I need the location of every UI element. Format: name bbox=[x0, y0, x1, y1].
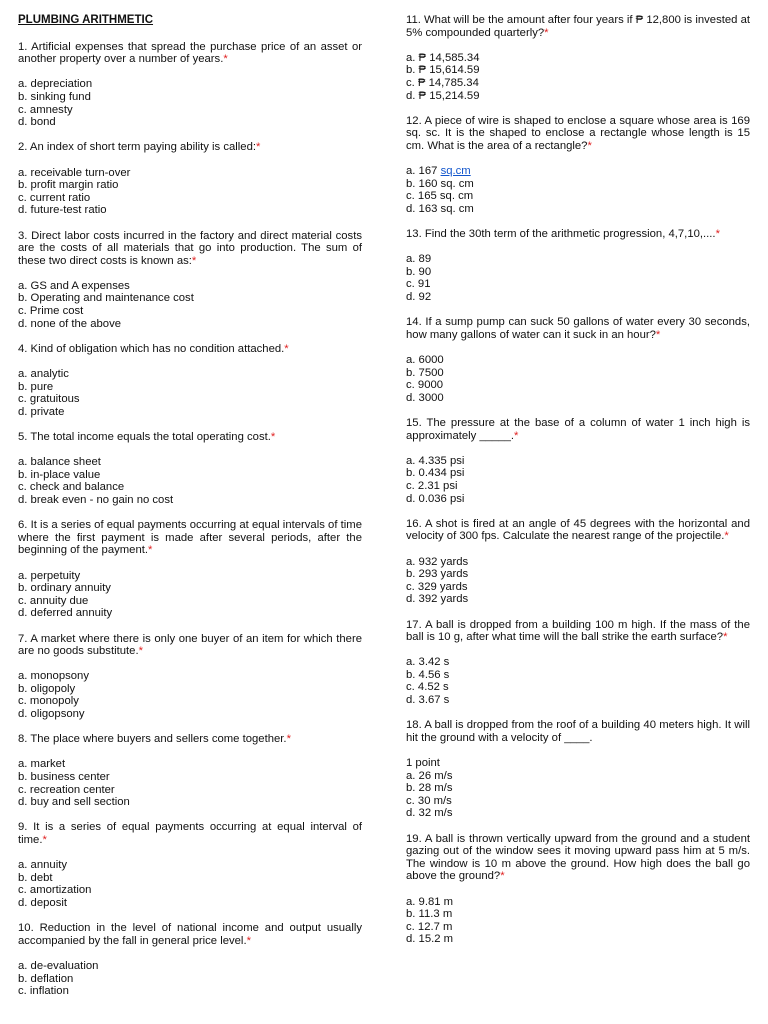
answer-option-label: d. deposit bbox=[18, 896, 67, 909]
question-label: 8. The place where buyers and sellers come together. bbox=[18, 733, 287, 746]
answer-option-label: d. 3000 bbox=[406, 391, 444, 404]
question-text bbox=[406, 115, 750, 153]
answer-option[interactable] bbox=[18, 897, 362, 910]
answer-option-label: d. oligopsony bbox=[18, 708, 85, 721]
answer-option-label: a. GS and A expenses bbox=[18, 279, 130, 292]
question-block bbox=[18, 431, 362, 507]
answer-option-label: c. annuity due bbox=[18, 594, 89, 607]
answer-option-label: c. 30 m/s bbox=[406, 794, 452, 807]
answer-option[interactable] bbox=[406, 921, 750, 934]
question-text bbox=[406, 316, 750, 341]
question-label: 2. An index of short term paying ability is called: bbox=[18, 141, 256, 154]
answer-option[interactable] bbox=[406, 203, 750, 216]
answer-option[interactable] bbox=[18, 771, 362, 784]
answer-option-label: b. 90 bbox=[406, 265, 432, 278]
answer-option[interactable] bbox=[18, 469, 362, 482]
question-text bbox=[18, 922, 362, 947]
answer-option-label: d. ₱ 15,214.59 bbox=[406, 89, 480, 102]
answer-option[interactable] bbox=[406, 593, 750, 606]
question-label: 14. If a sump pump can suck 50 gallons of water every 30 seconds, how many gallons of water can it suck in an hour? bbox=[406, 316, 750, 341]
answer-option[interactable] bbox=[406, 681, 750, 694]
answer-option[interactable] bbox=[406, 782, 750, 795]
question-text bbox=[406, 14, 750, 39]
question-label: 16. A shot is fired at an angle of 45 degrees with the horizontal and velocity of 300 fps. Calculate the nearest range of the projectile. bbox=[406, 517, 750, 543]
required-mark: * bbox=[42, 834, 47, 846]
answer-option-label: b. Operating and maintenance cost bbox=[18, 292, 194, 305]
question-text bbox=[18, 633, 362, 658]
answer-option[interactable] bbox=[406, 795, 750, 808]
answer-option[interactable] bbox=[406, 278, 750, 291]
answer-option-label: a. 932 yards bbox=[406, 555, 469, 568]
answer-option[interactable] bbox=[18, 985, 362, 998]
answer-option-label: c. 9000 bbox=[406, 379, 444, 392]
question-label: 17. A ball is dropped from a building 100 m high. If the mass of the ball is 10 g, after what time will the ball strike the earth surface? bbox=[406, 618, 750, 644]
question-block bbox=[18, 519, 362, 620]
answer-option-label: d. 32 m/s bbox=[406, 807, 453, 820]
question-label: 3. Direct labor costs incurred in the factory and direct material costs are the costs of all materials that go into production. The sum of these two direct costs is known as: bbox=[18, 229, 362, 267]
answer-option-label: d. future-test ratio bbox=[18, 204, 107, 217]
answer-option-label: a. annuity bbox=[18, 859, 67, 872]
answer-option[interactable] bbox=[406, 52, 750, 65]
answer-option-label: c. 2.31 psi bbox=[406, 479, 458, 492]
answer-option[interactable] bbox=[18, 494, 362, 507]
required-mark: * bbox=[514, 429, 519, 442]
answer-option-label: b. 0.434 psi bbox=[406, 467, 465, 480]
question-block bbox=[406, 518, 750, 606]
answer-option-label: d. bond bbox=[18, 116, 56, 129]
unit-link[interactable]: sq.cm bbox=[440, 165, 471, 178]
required-mark: * bbox=[284, 342, 289, 355]
answer-option-label: d. 92 bbox=[406, 291, 432, 304]
required-mark: * bbox=[148, 544, 153, 557]
answer-option[interactable] bbox=[406, 455, 750, 468]
answer-option[interactable] bbox=[18, 116, 362, 129]
answer-option[interactable] bbox=[406, 556, 750, 569]
answer-option[interactable] bbox=[18, 179, 362, 192]
required-mark: * bbox=[286, 733, 291, 746]
required-mark: * bbox=[138, 645, 143, 658]
answer-option[interactable] bbox=[406, 253, 750, 266]
answer-option[interactable] bbox=[18, 708, 362, 721]
question-text bbox=[18, 41, 362, 66]
answer-option-label: d. 163 sq. cm bbox=[406, 202, 474, 215]
answer-option-label: c. gratuitous bbox=[18, 393, 80, 406]
question-text bbox=[18, 141, 362, 154]
answer-option[interactable] bbox=[406, 190, 750, 203]
question-text bbox=[406, 719, 750, 744]
question-label: 15. The pressure at the base of a column of water 1 inch high is approximately _____. bbox=[406, 417, 750, 442]
answer-option-label: d. 15.2 m bbox=[406, 933, 454, 946]
answer-option-label: c. check and balance bbox=[18, 481, 125, 494]
question-text bbox=[18, 733, 362, 746]
answer-option-label: a. 167 bbox=[406, 165, 441, 178]
answer-option-label: a. 9.81 m bbox=[406, 895, 454, 908]
required-mark: * bbox=[256, 141, 261, 154]
answer-option[interactable] bbox=[18, 280, 362, 293]
answer-option-label: c. amortization bbox=[18, 884, 92, 897]
answer-option-label: b. 7500 bbox=[406, 366, 444, 379]
answer-option-label: d. private bbox=[18, 405, 65, 418]
answer-option[interactable] bbox=[18, 91, 362, 104]
question-label: 1. Artificial expenses that spread the purchase price of an asset or another property over a number of years. bbox=[18, 40, 362, 66]
answer-option-label: b. 293 yards bbox=[406, 568, 469, 581]
answer-option[interactable] bbox=[18, 381, 362, 394]
answer-option[interactable] bbox=[406, 480, 750, 493]
answer-option-label: c. 329 yards bbox=[406, 580, 468, 593]
answer-option-label: d. 0.036 psi bbox=[406, 492, 465, 505]
required-mark: * bbox=[724, 530, 729, 543]
answer-option[interactable] bbox=[18, 595, 362, 608]
answer-option[interactable] bbox=[18, 456, 362, 469]
answer-option-label: b. 11.3 m bbox=[406, 908, 453, 921]
question-label: 7. A market where there is only one buyer of an item for which there are no goods substitute. bbox=[18, 632, 362, 658]
question-text bbox=[406, 228, 750, 241]
answer-option[interactable] bbox=[18, 872, 362, 885]
answer-option-label: b. 4.56 s bbox=[406, 668, 450, 681]
answer-option[interactable] bbox=[406, 467, 750, 480]
answer-option[interactable] bbox=[18, 192, 362, 205]
answer-option[interactable] bbox=[406, 908, 750, 921]
answer-option-label: b. sinking fund bbox=[18, 90, 91, 103]
answer-option-label: b. oligopoly bbox=[18, 682, 76, 695]
answer-option-label: c. inflation bbox=[18, 985, 69, 998]
question-text bbox=[406, 518, 750, 543]
question-block bbox=[406, 115, 750, 216]
required-mark: * bbox=[715, 228, 720, 241]
required-mark: * bbox=[655, 328, 661, 341]
answer-option[interactable] bbox=[18, 167, 362, 180]
answer-option-label: a. 4.335 psi bbox=[406, 454, 465, 467]
answer-option-label: d. none of the above bbox=[18, 317, 122, 330]
points-label: 1 point bbox=[406, 757, 440, 770]
answer-option[interactable] bbox=[406, 165, 750, 178]
required-mark: * bbox=[500, 870, 505, 883]
question-block bbox=[18, 821, 362, 909]
answer-option[interactable] bbox=[406, 64, 750, 77]
question-text bbox=[18, 821, 362, 846]
answer-option[interactable] bbox=[18, 670, 362, 683]
answer-option-label: c. 12.7 m bbox=[406, 920, 453, 933]
question-label: 13. Find the 30th term of the arithmetic progression, 4,7,10,.... bbox=[406, 228, 716, 241]
question-block bbox=[18, 343, 362, 419]
answer-option-label: a. perpetuity bbox=[18, 569, 81, 582]
question-label: 6. It is a series of equal payments occurring at equal intervals of time where the first payment is made after several periods, after the beginning of the payment. bbox=[18, 519, 362, 557]
answer-option-label: d. 392 yards bbox=[406, 593, 469, 606]
question-block bbox=[18, 633, 362, 721]
answer-option[interactable] bbox=[18, 607, 362, 620]
answer-option[interactable] bbox=[406, 656, 750, 669]
answer-option-label: a. 6000 bbox=[406, 354, 444, 367]
answer-option-label: b. ₱ 15,614.59 bbox=[406, 64, 480, 77]
question-text bbox=[18, 519, 362, 557]
answer-option[interactable] bbox=[406, 90, 750, 103]
required-mark: * bbox=[191, 254, 197, 267]
answer-option-label: c. Prime cost bbox=[18, 305, 84, 318]
answer-option-label: c. 91 bbox=[406, 278, 431, 291]
required-mark: * bbox=[223, 53, 228, 66]
answer-option[interactable] bbox=[18, 318, 362, 331]
answer-option[interactable] bbox=[18, 582, 362, 595]
question-label: 9. It is a series of equal payments occurring at equal interval of time. bbox=[18, 821, 362, 846]
answer-option[interactable] bbox=[406, 933, 750, 946]
question-label: 12. A piece of wire is shaped to enclose a square whose area is 169 sq. sc. It is the shaped to enclose a rectangle whose length is 15 cm. What is the area of a rectangle? bbox=[406, 114, 750, 152]
question-label: 11. What will be the amount after four years if ₱ 12,800 is invested at 5% compounded quarterly? bbox=[406, 14, 750, 39]
answer-option-label: a. ₱ 14,585.34 bbox=[406, 51, 480, 64]
answer-option[interactable] bbox=[406, 493, 750, 506]
question-block bbox=[406, 228, 750, 304]
answer-option-label: a. market bbox=[18, 758, 66, 771]
question-label: 4. Kind of obligation which has no condition attached. bbox=[18, 342, 285, 355]
question-block bbox=[18, 922, 362, 998]
answer-option[interactable] bbox=[406, 266, 750, 279]
question-block bbox=[406, 719, 750, 820]
question-block bbox=[18, 41, 362, 129]
question-block bbox=[406, 833, 750, 946]
answer-option[interactable] bbox=[18, 796, 362, 809]
answer-option-label: a. monopsony bbox=[18, 670, 89, 683]
answer-option-label: a. depreciation bbox=[18, 78, 93, 91]
answer-option[interactable] bbox=[18, 104, 362, 117]
question-block bbox=[18, 141, 362, 217]
answer-option-label: c. monopoly bbox=[18, 695, 79, 708]
answer-option-label: b. ordinary annuity bbox=[18, 582, 111, 595]
answer-option-label: b. pure bbox=[18, 380, 54, 393]
answer-option-label: b. debt bbox=[18, 871, 53, 884]
answer-option[interactable] bbox=[406, 291, 750, 304]
answer-option[interactable] bbox=[18, 960, 362, 973]
answer-option-label: d. deferred annuity bbox=[18, 607, 113, 620]
answer-option-label: b. profit margin ratio bbox=[18, 179, 119, 192]
answer-option[interactable] bbox=[18, 305, 362, 318]
answer-option[interactable] bbox=[18, 859, 362, 872]
answer-option[interactable] bbox=[406, 178, 750, 191]
answer-option[interactable] bbox=[18, 758, 362, 771]
question-block bbox=[18, 733, 362, 809]
answer-option-label: b. in-place value bbox=[18, 468, 101, 481]
answer-option-label: d. break even - no gain no cost bbox=[18, 493, 174, 506]
answer-option[interactable] bbox=[18, 406, 362, 419]
answer-option-label: a. 3.42 s bbox=[406, 656, 450, 669]
answer-option[interactable] bbox=[18, 292, 362, 305]
required-mark: * bbox=[723, 631, 728, 644]
question-text bbox=[406, 833, 750, 883]
required-mark: * bbox=[246, 934, 251, 947]
answer-option-label: c. recreation center bbox=[18, 783, 115, 796]
answer-option-label: a. 26 m/s bbox=[406, 769, 453, 782]
answer-option[interactable] bbox=[18, 695, 362, 708]
left-column bbox=[18, 14, 362, 1010]
answer-option-label: c. current ratio bbox=[18, 191, 91, 204]
question-label: 19. A ball is thrown vertically upward from the ground and a student gazing out of the window sees it moving upward pass him at 5 m/s. The window is 10 m above the ground. How high does the ball go above the ground? bbox=[406, 832, 750, 883]
answer-option[interactable] bbox=[406, 568, 750, 581]
question-block bbox=[406, 417, 750, 505]
question-label: 10. Reduction in the level of national income and output usually accompanied by the fall in general price level. bbox=[18, 922, 362, 947]
answer-option-label: b. 28 m/s bbox=[406, 782, 453, 795]
answer-option[interactable] bbox=[406, 379, 750, 392]
answer-option-label: b. deflation bbox=[18, 972, 74, 985]
answer-option-label: c. 4.52 s bbox=[406, 681, 449, 694]
question-block bbox=[406, 619, 750, 707]
question-label: 5. The total income equals the total operating cost. bbox=[18, 431, 271, 443]
answer-option[interactable] bbox=[406, 669, 750, 682]
answer-option[interactable] bbox=[18, 784, 362, 797]
question-text bbox=[406, 619, 750, 644]
answer-option-label: d. buy and sell section bbox=[18, 796, 130, 809]
answer-option[interactable] bbox=[18, 368, 362, 381]
question-text bbox=[18, 343, 362, 356]
required-mark: * bbox=[270, 431, 276, 443]
answer-option-label: a. 89 bbox=[406, 253, 432, 266]
answer-option-label: c. ₱ 14,785.34 bbox=[406, 76, 479, 89]
right-column bbox=[406, 14, 750, 959]
answer-option-label: a. balance sheet bbox=[18, 456, 101, 469]
answer-option[interactable] bbox=[18, 683, 362, 696]
answer-option[interactable] bbox=[406, 354, 750, 367]
answer-option[interactable] bbox=[406, 77, 750, 90]
page-title: PLUMBING ARITHMETIC bbox=[18, 14, 154, 26]
answer-option[interactable] bbox=[406, 694, 750, 707]
required-mark: * bbox=[544, 26, 549, 39]
answer-option-label: a. receivable turn-over bbox=[18, 166, 131, 179]
question-text bbox=[18, 230, 362, 268]
question-label: 18. A ball is dropped from the roof of a building 40 meters high. It will hit the ground with a velocity of ____. bbox=[406, 719, 750, 744]
question-text bbox=[406, 417, 750, 442]
answer-option[interactable] bbox=[406, 807, 750, 820]
answer-option-label: d. 3.67 s bbox=[406, 694, 450, 707]
question-block bbox=[18, 230, 362, 331]
answer-option[interactable] bbox=[18, 78, 362, 91]
answer-option-label: b. business center bbox=[18, 771, 110, 784]
answer-option[interactable] bbox=[406, 367, 750, 380]
answer-option[interactable] bbox=[18, 570, 362, 583]
answer-option-label: a. analytic bbox=[18, 368, 69, 381]
answer-option[interactable] bbox=[406, 770, 750, 783]
required-mark: * bbox=[587, 139, 592, 152]
answer-option[interactable] bbox=[406, 896, 750, 909]
answer-option[interactable] bbox=[18, 973, 362, 986]
answer-option[interactable] bbox=[406, 581, 750, 594]
answer-option-label: c. amnesty bbox=[18, 103, 73, 116]
answer-option-label: a. de-evaluation bbox=[18, 959, 99, 972]
answer-option-label: c. 165 sq. cm bbox=[406, 190, 474, 203]
answer-option[interactable] bbox=[18, 481, 362, 494]
answer-option[interactable] bbox=[406, 392, 750, 405]
answer-option[interactable] bbox=[18, 393, 362, 406]
question-block bbox=[406, 14, 750, 102]
question-block bbox=[406, 316, 750, 404]
answer-option[interactable] bbox=[18, 204, 362, 217]
question-text bbox=[18, 431, 362, 444]
answer-option-label: b. 160 sq. cm bbox=[406, 177, 474, 190]
answer-option[interactable] bbox=[18, 884, 362, 897]
